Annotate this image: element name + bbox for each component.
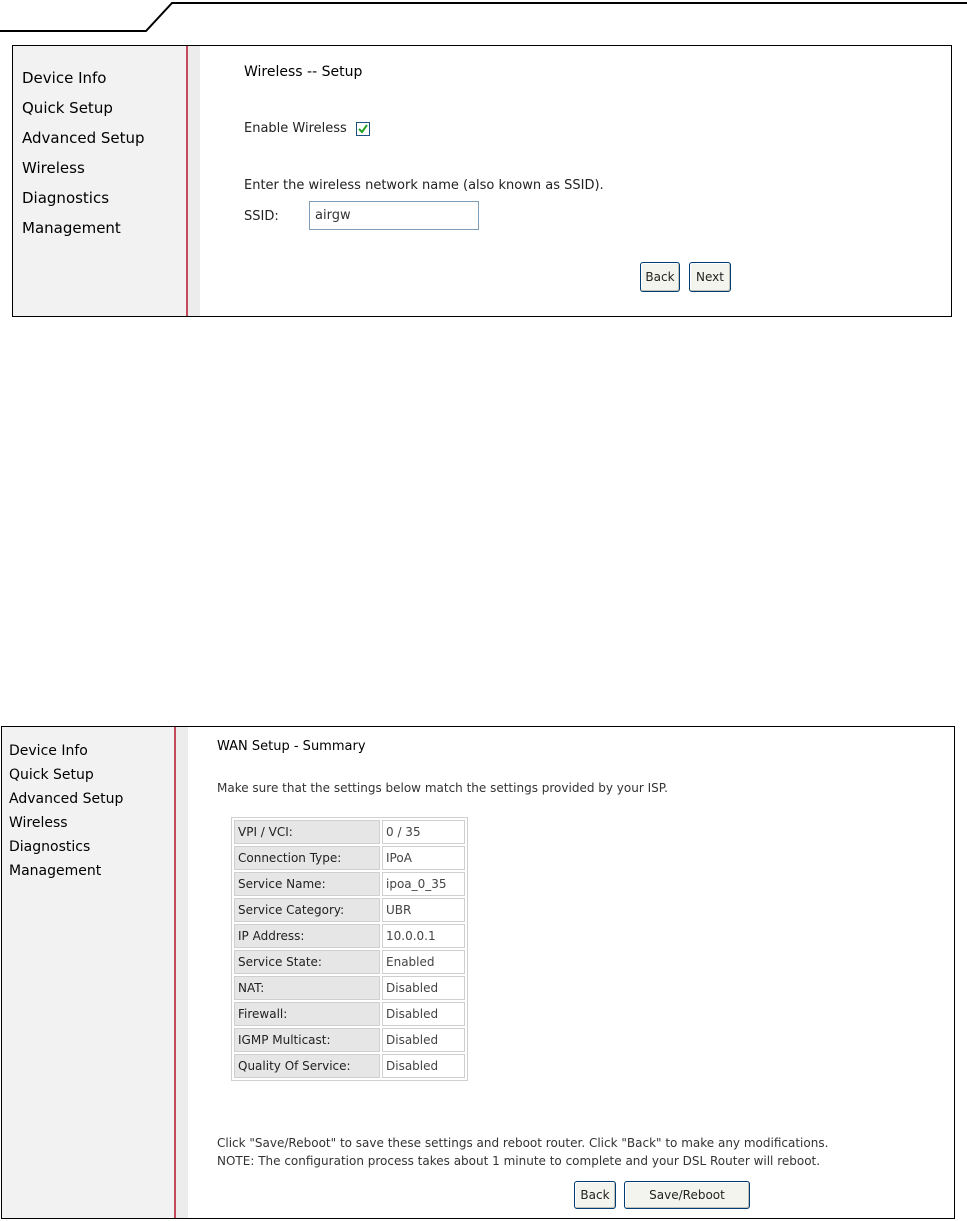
row-key: Firewall: bbox=[234, 1002, 380, 1026]
ssid-input[interactable] bbox=[309, 201, 479, 230]
sidebar-nav bbox=[2, 727, 174, 885]
row-key: IGMP Multicast: bbox=[234, 1028, 380, 1052]
header-tab-decoration bbox=[0, 0, 967, 40]
note-line: NOTE: The configuration process takes about 1 minute to complete and your DSL Router will reboot. bbox=[217, 1154, 821, 1168]
sidebar-item-management[interactable]: Management bbox=[22, 219, 121, 237]
back-button[interactable]: Back bbox=[640, 262, 680, 292]
sidebar-item-advanced-setup[interactable]: Advanced Setup bbox=[22, 129, 145, 147]
row-value: 10.0.0.1 bbox=[382, 924, 465, 948]
sidebar-item-diagnostics[interactable]: Diagnostics bbox=[9, 839, 91, 855]
wan-summary-panel bbox=[1, 726, 955, 1219]
row-value: UBR bbox=[382, 898, 465, 922]
row-value: 0 / 35 bbox=[382, 820, 465, 844]
back-button[interactable]: Back bbox=[574, 1181, 616, 1209]
sidebar-item-quick-setup[interactable]: Quick Setup bbox=[22, 99, 113, 117]
row-value: Disabled bbox=[382, 1054, 465, 1078]
table-row bbox=[234, 820, 465, 844]
sidebar-item-device-info[interactable]: Device Info bbox=[9, 743, 88, 759]
sidebar-item-wireless[interactable]: Wireless bbox=[9, 815, 68, 831]
sidebar-item-diagnostics[interactable]: Diagnostics bbox=[22, 189, 110, 207]
summary-table bbox=[231, 817, 468, 1081]
content-gutter bbox=[176, 727, 188, 1218]
sidebar bbox=[13, 46, 186, 316]
row-key: VPI / VCI: bbox=[234, 820, 380, 844]
table-row bbox=[234, 1028, 465, 1052]
table-row bbox=[234, 872, 465, 896]
row-value: Disabled bbox=[382, 1002, 465, 1026]
sidebar bbox=[2, 727, 174, 1218]
main-content bbox=[188, 727, 954, 1218]
sidebar-item-advanced-setup[interactable]: Advanced Setup bbox=[9, 791, 124, 807]
checkmark-icon bbox=[358, 124, 368, 134]
intro-text: Make sure that the settings below match the settings provided by your ISP. bbox=[217, 781, 668, 795]
next-button[interactable]: Next bbox=[689, 262, 731, 292]
row-key: NAT: bbox=[234, 976, 380, 1000]
row-key: Service State: bbox=[234, 950, 380, 974]
table-row bbox=[234, 976, 465, 1000]
row-key: Quality Of Service: bbox=[234, 1054, 380, 1078]
ssid-hint: Enter the wireless network name (also known as SSID). bbox=[244, 178, 604, 193]
row-key: Service Category: bbox=[234, 898, 380, 922]
row-value: Disabled bbox=[382, 1028, 465, 1052]
row-key: IP Address: bbox=[234, 924, 380, 948]
table-row bbox=[234, 898, 465, 922]
main-content bbox=[199, 46, 951, 316]
sidebar-nav bbox=[13, 46, 186, 246]
table-row bbox=[234, 924, 465, 948]
ssid-label: SSID: bbox=[244, 209, 279, 224]
note-line: Click "Save/Reboot" to save these settings and reboot router. Click "Back" to make any modifications. bbox=[217, 1136, 829, 1150]
table-row bbox=[234, 1002, 465, 1026]
page-title: WAN Setup - Summary bbox=[217, 739, 366, 754]
row-value: ipoa_0_35 bbox=[382, 872, 465, 896]
wireless-setup-panel bbox=[12, 45, 952, 317]
save-reboot-button[interactable]: Save/Reboot bbox=[624, 1181, 750, 1209]
table-row bbox=[234, 1054, 465, 1078]
row-key: Service Name: bbox=[234, 872, 380, 896]
row-key: Connection Type: bbox=[234, 846, 380, 870]
instructions-note bbox=[217, 1134, 828, 1170]
sidebar-item-management[interactable]: Management bbox=[9, 863, 102, 879]
enable-wireless-label: Enable Wireless bbox=[244, 121, 347, 136]
enable-wireless-row bbox=[244, 121, 370, 136]
row-value: Disabled bbox=[382, 976, 465, 1000]
row-value: IPoA bbox=[382, 846, 465, 870]
page-title: Wireless -- Setup bbox=[244, 64, 363, 80]
table-row bbox=[234, 846, 465, 870]
row-value: Enabled bbox=[382, 950, 465, 974]
enable-wireless-checkbox[interactable] bbox=[356, 122, 370, 136]
table-row bbox=[234, 950, 465, 974]
sidebar-item-wireless[interactable]: Wireless bbox=[22, 159, 85, 177]
sidebar-item-device-info[interactable]: Device Info bbox=[22, 69, 107, 87]
sidebar-item-quick-setup[interactable]: Quick Setup bbox=[9, 767, 94, 783]
